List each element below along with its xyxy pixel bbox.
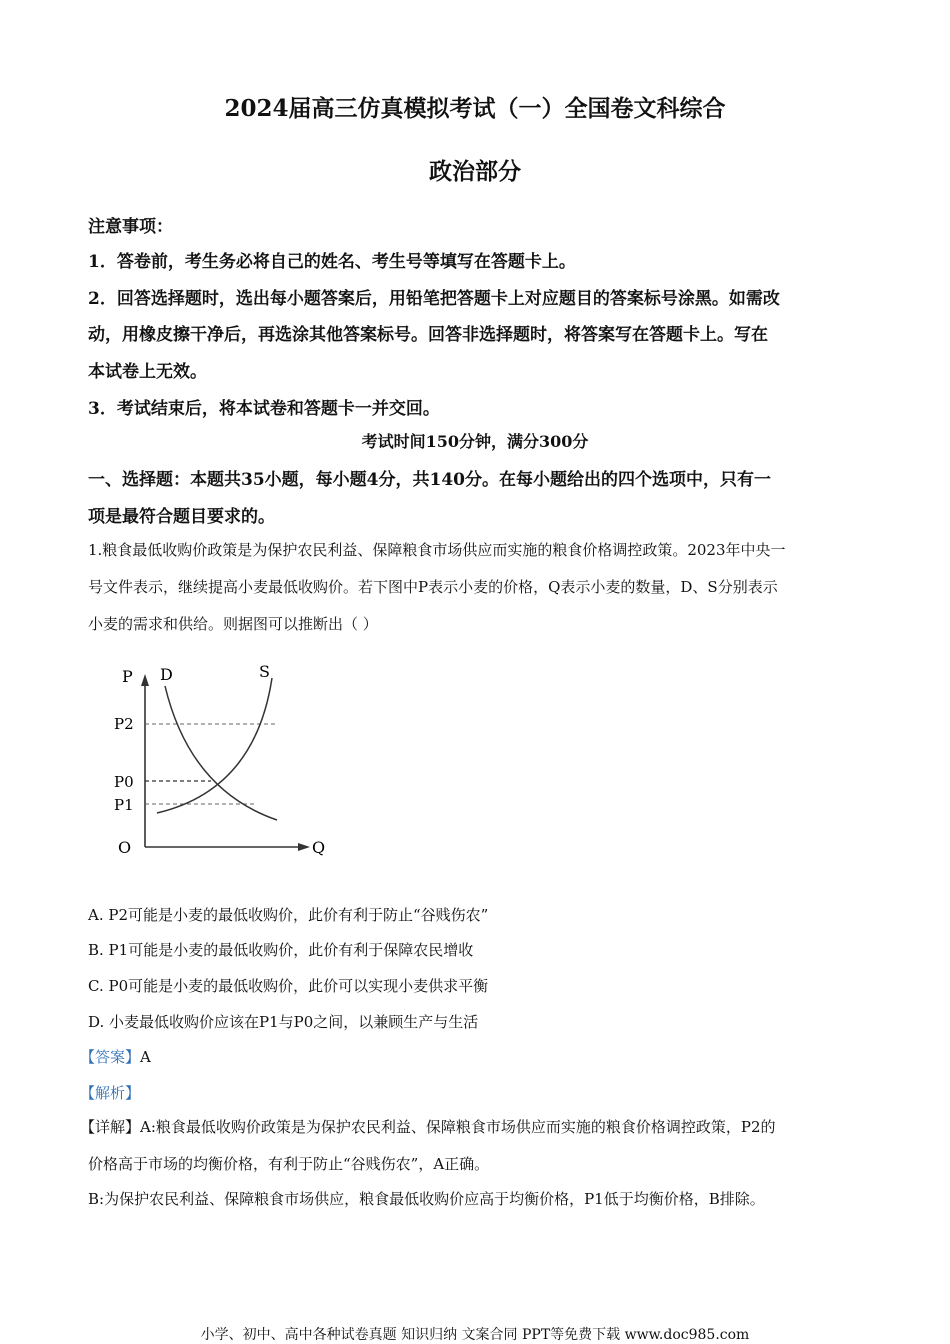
detail-line-2: 价格高于市场的均衡价格，有利于防止“谷贱伤农”，A正确。 — [88, 1155, 490, 1173]
notice-item-2-line-2: 动，用橡皮擦干净后，再选涂其他答案标号。回答非选择题时，将答案写在答题卡上。写在 — [88, 325, 768, 345]
p1-label: P1 — [114, 796, 134, 814]
origin-label: O — [118, 838, 132, 857]
answer-value: A — [140, 1048, 151, 1066]
question-stem-line-3: 小麦的需求和供给。则据图可以推断出（ ） — [88, 615, 378, 633]
notice-heading: 注意事项： — [88, 217, 173, 237]
option-a: A. P2可能是小麦的最低收购价，此价有利于防止“谷贱伤农” — [88, 906, 489, 924]
question-stem-line-2: 号文件表示，继续提高小麦最低收购价。若下图中P表示小麦的价格，Q表示小麦的数量，D、S分别表示 — [88, 578, 778, 596]
supply-demand-diagram — [105, 660, 345, 865]
answer-label: 【答案】 — [80, 1048, 141, 1066]
page-footer: 小学、初中、高中各种试卷真题 知识归纳 文案合同 PPT等免费下载 www.doc985.com — [200, 1327, 750, 1343]
p-axis-arrow — [141, 674, 149, 686]
detail-text-1: A:粮食最低收购价政策是为保护农民利益、保障粮食市场供应而实施的粮食价格调控政策，P2的 — [140, 1118, 776, 1136]
notice-item-2-line-3: 本试卷上无效。 — [88, 362, 207, 382]
analysis-label: 【解析】 — [80, 1084, 141, 1102]
section-heading-line-2: 项是最符合题目要求的。 — [88, 507, 275, 527]
p0-label: P0 — [114, 773, 134, 791]
answer-line — [80, 1046, 151, 1067]
notice-item-1: 1．答卷前，考生务必将自己的姓名、考生号等填写在答题卡上。 — [88, 252, 576, 272]
section-heading-line-1: 一、选择题：本题共35小题，每小题4分，共140分。在每小题给出的四个选项中，只有一 — [88, 470, 771, 490]
exam-time: 考试时间150分钟，满分300分 — [361, 432, 589, 451]
detail-label: 【详解】 — [80, 1118, 141, 1136]
detail-line-1 — [80, 1116, 776, 1137]
option-b: B. P1可能是小麦的最低收购价，此价有利于保障农民增收 — [88, 941, 474, 959]
demand-curve — [165, 686, 277, 820]
q-axis-label: Q — [312, 838, 326, 857]
q-axis-arrow — [298, 843, 310, 851]
page-subtitle: 政治部分 — [429, 158, 521, 185]
p-axis-label: P — [122, 667, 133, 686]
detail-line-3: B:为保护农民利益、保障粮食市场供应，粮食最低收购价应高于均衡价格，P1低于均衡价格，B排除。 — [88, 1190, 765, 1208]
option-d: D. 小麦最低收购价应该在P1与P0之间，以兼顾生产与生活 — [88, 1013, 479, 1031]
supply-curve — [157, 678, 272, 813]
option-c: C. P0可能是小麦的最低收购价，此价可以实现小麦供求平衡 — [88, 977, 489, 995]
notice-item-2-line-1: 2．回答选择题时，选出每小题答案后，用铅笔把答题卡上对应题目的答案标号涂黑。如需改 — [88, 289, 780, 309]
question-stem-line-1: 1.粮食最低收购价政策是为保护农民利益、保障粮食市场供应而实施的粮食价格调控政策。2023年中央一 — [88, 541, 786, 559]
supply-label: S — [259, 662, 270, 681]
p2-label: P2 — [114, 715, 134, 733]
demand-label: D — [160, 665, 173, 684]
notice-item-3: 3．考试结束后，将本试卷和答题卡一并交回。 — [88, 399, 440, 419]
page-title: 2024届高三仿真模拟考试（一）全国卷文科综合 — [224, 95, 726, 122]
